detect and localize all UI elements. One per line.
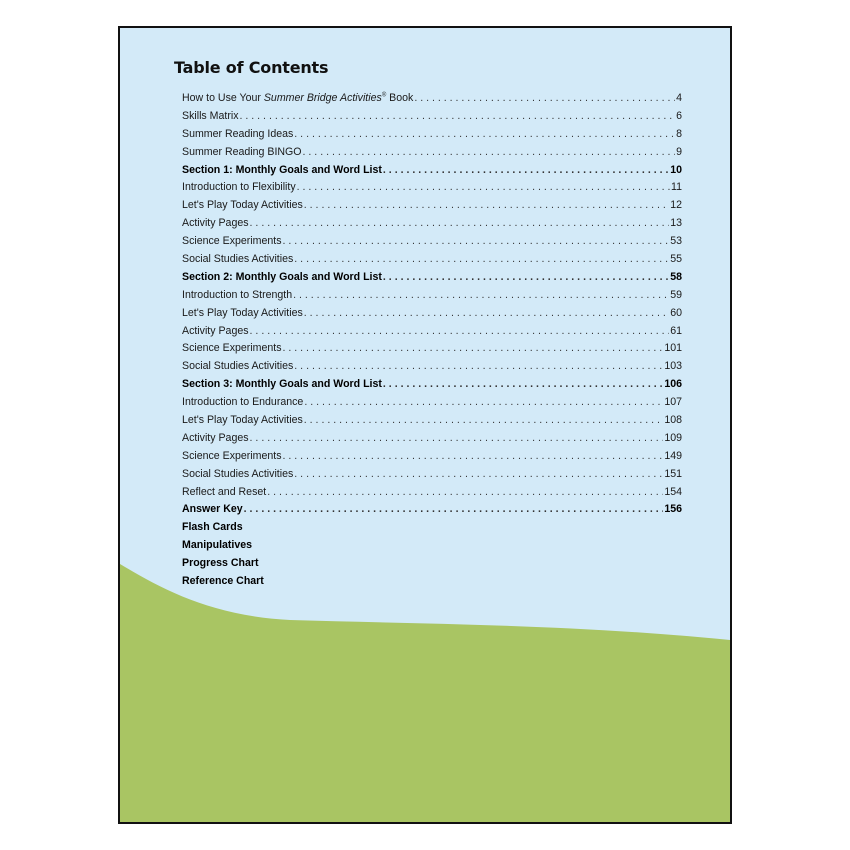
dot-leader (294, 468, 663, 480)
toc-entry-label: Social Studies Activities (182, 467, 294, 480)
toc-entry-label: Answer Key (182, 503, 243, 516)
dot-leader (250, 217, 670, 229)
toc-entry-label: Reference Chart (182, 575, 264, 588)
toc-entry-label: Summer Reading Ideas (182, 127, 294, 140)
dot-leader (303, 146, 676, 158)
toc-page-number: 4 (676, 92, 682, 104)
toc-entry[interactable] (182, 432, 682, 450)
toc-entry[interactable] (182, 342, 682, 360)
toc-entry-prefix: How to Use Your (182, 92, 264, 104)
dot-leader (383, 164, 669, 176)
toc-page-number: 101 (664, 342, 682, 355)
grass-shape (120, 564, 730, 822)
toc-page-number: 59 (670, 288, 682, 301)
toc-entry-label: Activity Pages (182, 324, 249, 337)
dot-leader (414, 92, 675, 104)
toc-entry-label: Let's Play Today Activities (182, 199, 303, 212)
toc-page-number: 8 (676, 127, 682, 140)
toc-page-number: 108 (664, 414, 682, 427)
toc-page-number: 53 (670, 235, 682, 248)
toc-entry[interactable] (182, 307, 682, 325)
toc-entry-label: Reflect and Reset (182, 485, 267, 498)
toc-entry[interactable] (182, 199, 682, 217)
toc-page-number: 103 (664, 360, 682, 373)
toc-entry-label: Introduction to Strength (182, 288, 293, 301)
toc-entry-label: Section 2: Monthly Goals and Word List (182, 270, 382, 283)
dot-leader (383, 271, 669, 283)
toc-entry[interactable] (182, 146, 682, 164)
toc-page-number: 13 (670, 217, 682, 230)
toc-entry-label: Let's Play Today Activities (182, 306, 303, 319)
book-title: Summer Bridge Activities (263, 92, 382, 104)
toc-entry[interactable] (182, 110, 682, 128)
toc-entry[interactable] (182, 271, 682, 289)
dot-leader (283, 235, 670, 247)
dot-leader (293, 289, 669, 301)
toc-extra-entry[interactable] (182, 575, 682, 593)
toc-entry[interactable] (182, 468, 682, 486)
toc-entry-label: Activity Pages (182, 217, 249, 230)
dot-leader (240, 110, 676, 122)
toc-entry[interactable] (182, 396, 682, 414)
dot-leader (244, 503, 664, 515)
toc-entry[interactable] (182, 235, 682, 253)
dot-leader (294, 360, 663, 372)
toc-entry-label: Social Studies Activities (182, 360, 294, 373)
toc-entry[interactable] (182, 253, 682, 271)
toc-entry[interactable] (182, 450, 682, 468)
toc-extra-entry[interactable] (182, 521, 682, 539)
page-title: Table of Contents (174, 58, 329, 77)
toc-entry[interactable] (182, 360, 682, 378)
toc-entry[interactable] (182, 128, 682, 146)
toc-entry-label: Science Experiments (182, 235, 282, 248)
toc-entry-label: Activity Pages (182, 431, 249, 444)
toc-page-number: 109 (664, 431, 682, 444)
toc-entry-label: Let's Play Today Activities (182, 414, 303, 427)
toc-entry[interactable] (182, 503, 682, 521)
toc-entry[interactable] (182, 217, 682, 235)
registered-mark: ® (381, 92, 387, 99)
toc-entry-label: Science Experiments (182, 449, 282, 462)
toc-page-number: 10 (670, 163, 682, 176)
toc-page-number: 11 (671, 181, 682, 194)
toc-page-number: 151 (664, 467, 682, 480)
toc-list (182, 92, 682, 593)
toc-entry[interactable] (182, 378, 682, 396)
dot-leader (294, 128, 675, 140)
toc-entry[interactable] (182, 325, 682, 343)
toc-entry-label: Social Studies Activities (182, 253, 294, 266)
book-page (118, 26, 732, 824)
dot-leader (250, 325, 670, 337)
dot-leader (304, 396, 663, 408)
toc-entry-label: Section 1: Monthly Goals and Word List (182, 163, 382, 176)
dot-leader (283, 342, 664, 354)
toc-page-number: 60 (670, 306, 682, 319)
toc-page-number: 58 (670, 270, 682, 283)
toc-entry-label: Science Experiments (182, 342, 282, 355)
toc-entry-label: Progress Chart (182, 557, 259, 570)
toc-entry[interactable] (182, 181, 682, 199)
dot-leader (383, 378, 663, 390)
toc-page-number: 6 (676, 109, 682, 122)
toc-page-number: 12 (670, 199, 682, 212)
toc-page-number: 107 (664, 396, 682, 409)
toc-page-number: 55 (670, 253, 682, 266)
toc-entry[interactable] (182, 414, 682, 432)
toc-entry-how-to-use[interactable] (182, 92, 682, 110)
dot-leader (294, 253, 669, 265)
toc-entry-suffix: Book (386, 92, 414, 104)
toc-extra-entry[interactable] (182, 557, 682, 575)
dot-leader (267, 486, 663, 498)
dot-leader (304, 414, 664, 426)
toc-page-number: 106 (664, 378, 682, 391)
dot-leader (297, 181, 670, 193)
toc-page-number: 154 (664, 485, 682, 498)
toc-entry-label: Introduction to Flexibility (182, 181, 296, 194)
toc-entry-label (182, 92, 413, 104)
toc-entry[interactable] (182, 164, 682, 182)
dot-leader (304, 307, 669, 319)
toc-entry-label: Section 3: Monthly Goals and Word List (182, 378, 382, 391)
toc-entry-label: Introduction to Endurance (182, 396, 304, 409)
toc-page-number: 61 (670, 324, 682, 337)
toc-entry-label: Skills Matrix (182, 109, 239, 122)
toc-page-number: 9 (676, 145, 682, 158)
toc-entry-label: Manipulatives (182, 539, 253, 552)
toc-entry-label: Flash Cards (182, 521, 243, 534)
toc-entry[interactable] (182, 486, 682, 504)
toc-page-number: 156 (664, 503, 682, 516)
dot-leader (283, 450, 664, 462)
dot-leader (250, 432, 664, 444)
toc-entry-label: Summer Reading BINGO (182, 145, 302, 158)
dot-leader (304, 199, 669, 211)
toc-entry[interactable] (182, 289, 682, 307)
toc-extra-entry[interactable] (182, 539, 682, 557)
toc-page-number: 149 (664, 449, 682, 462)
